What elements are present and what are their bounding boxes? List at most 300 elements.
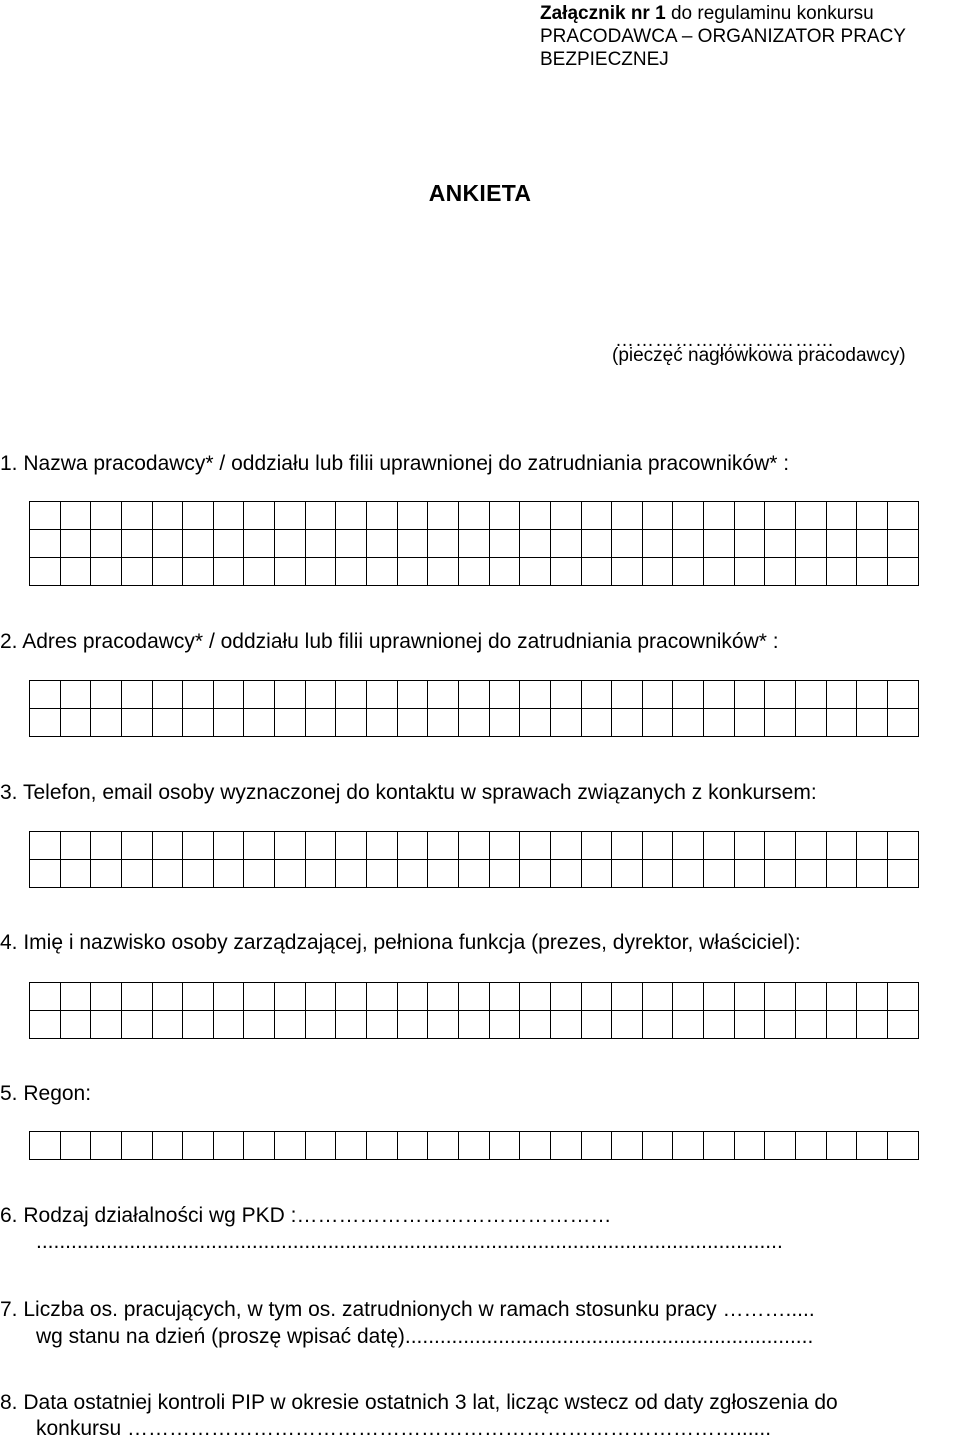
grid-cell[interactable] <box>519 1010 551 1039</box>
grid-cell[interactable] <box>611 708 643 737</box>
grid-cell[interactable] <box>581 557 613 586</box>
grid-cell[interactable] <box>642 557 674 586</box>
question-5-grid[interactable] <box>29 1131 918 1159</box>
grid-cell[interactable] <box>642 708 674 737</box>
grid-cell[interactable] <box>672 859 704 888</box>
grid-cell[interactable] <box>642 831 674 860</box>
grid-cell[interactable] <box>305 1010 337 1039</box>
grid-cell[interactable] <box>60 557 92 586</box>
grid-cell[interactable] <box>764 1131 796 1160</box>
grid-cell[interactable] <box>335 501 367 530</box>
grid-cell[interactable] <box>826 501 858 530</box>
grid-cell[interactable] <box>366 557 398 586</box>
grid-cell[interactable] <box>29 859 61 888</box>
grid-cell[interactable] <box>642 529 674 558</box>
grid-cell[interactable] <box>29 557 61 586</box>
grid-cell[interactable] <box>887 708 919 737</box>
grid-cell[interactable] <box>90 708 122 737</box>
grid-cell[interactable] <box>305 831 337 860</box>
grid-cell[interactable] <box>795 859 827 888</box>
grid-cell[interactable] <box>887 529 919 558</box>
grid-cell[interactable] <box>90 1010 122 1039</box>
grid-cell[interactable] <box>672 708 704 737</box>
grid-cell[interactable] <box>90 1131 122 1160</box>
grid-cell[interactable] <box>90 859 122 888</box>
grid-cell[interactable] <box>672 680 704 709</box>
grid-cell[interactable] <box>213 680 245 709</box>
grid-cell[interactable] <box>611 557 643 586</box>
grid-cell[interactable] <box>305 708 337 737</box>
grid-cell[interactable] <box>826 680 858 709</box>
grid-cell[interactable] <box>366 859 398 888</box>
grid-cell[interactable] <box>826 1010 858 1039</box>
grid-cell[interactable] <box>611 680 643 709</box>
grid-cell[interactable] <box>795 982 827 1011</box>
question-7-answer-line[interactable]: wg stanu na dzień (proszę wpisać datę)...................................................................... <box>36 1325 814 1348</box>
grid-cell[interactable] <box>397 859 429 888</box>
grid-cell[interactable] <box>397 708 429 737</box>
grid-cell[interactable] <box>335 859 367 888</box>
grid-cell[interactable] <box>427 831 459 860</box>
grid-cell[interactable] <box>121 708 153 737</box>
grid-cell[interactable] <box>764 982 796 1011</box>
grid-cell[interactable] <box>519 859 551 888</box>
grid-cell[interactable] <box>611 529 643 558</box>
grid-cell[interactable] <box>764 831 796 860</box>
grid-cell[interactable] <box>397 982 429 1011</box>
grid-cell[interactable] <box>366 708 398 737</box>
question-4-grid[interactable] <box>29 982 918 1038</box>
grid-cell[interactable] <box>121 859 153 888</box>
grid-cell[interactable] <box>672 529 704 558</box>
grid-cell[interactable] <box>335 831 367 860</box>
grid-cell[interactable] <box>152 1010 184 1039</box>
grid-cell[interactable] <box>734 557 766 586</box>
grid-cell[interactable] <box>305 982 337 1011</box>
grid-cell[interactable] <box>519 529 551 558</box>
grid-cell[interactable] <box>519 708 551 737</box>
grid-cell[interactable] <box>489 708 521 737</box>
grid-cell[interactable] <box>121 680 153 709</box>
grid-cell[interactable] <box>550 982 582 1011</box>
grid-cell[interactable] <box>152 680 184 709</box>
grid-cell[interactable] <box>335 557 367 586</box>
grid-cell[interactable] <box>764 1010 796 1039</box>
grid-cell[interactable] <box>458 680 490 709</box>
grid-cell[interactable] <box>213 859 245 888</box>
grid-cell[interactable] <box>243 708 275 737</box>
grid-cell[interactable] <box>243 557 275 586</box>
grid-cell[interactable] <box>795 529 827 558</box>
grid-cell[interactable] <box>397 1131 429 1160</box>
grid-cell[interactable] <box>458 708 490 737</box>
grid-cell[interactable] <box>550 1131 582 1160</box>
grid-cell[interactable] <box>856 859 888 888</box>
grid-cell[interactable] <box>29 982 61 1011</box>
grid-cell[interactable] <box>274 982 306 1011</box>
grid-cell[interactable] <box>734 831 766 860</box>
grid-cell[interactable] <box>397 501 429 530</box>
grid-cell[interactable] <box>519 680 551 709</box>
grid-cell[interactable] <box>581 1131 613 1160</box>
grid-cell[interactable] <box>305 529 337 558</box>
grid-cell[interactable] <box>764 708 796 737</box>
grid-cell[interactable] <box>182 1131 214 1160</box>
grid-cell[interactable] <box>887 859 919 888</box>
grid-cell[interactable] <box>121 1131 153 1160</box>
grid-cell[interactable] <box>703 1131 735 1160</box>
grid-cell[interactable] <box>213 982 245 1011</box>
grid-cell[interactable] <box>826 859 858 888</box>
grid-cell[interactable] <box>489 1010 521 1039</box>
grid-cell[interactable] <box>519 831 551 860</box>
question-1-grid[interactable] <box>29 501 918 585</box>
grid-cell[interactable] <box>489 859 521 888</box>
grid-cell[interactable] <box>213 708 245 737</box>
grid-cell[interactable] <box>152 529 184 558</box>
grid-cell[interactable] <box>550 529 582 558</box>
grid-cell[interactable] <box>703 557 735 586</box>
grid-cell[interactable] <box>182 501 214 530</box>
grid-cell[interactable] <box>642 680 674 709</box>
grid-cell[interactable] <box>427 1131 459 1160</box>
grid-cell[interactable] <box>274 501 306 530</box>
grid-cell[interactable] <box>826 557 858 586</box>
grid-cell[interactable] <box>243 529 275 558</box>
grid-cell[interactable] <box>642 982 674 1011</box>
grid-cell[interactable] <box>672 831 704 860</box>
grid-cell[interactable] <box>826 831 858 860</box>
grid-cell[interactable] <box>182 708 214 737</box>
grid-cell[interactable] <box>581 982 613 1011</box>
grid-cell[interactable] <box>519 1131 551 1160</box>
grid-cell[interactable] <box>397 680 429 709</box>
grid-cell[interactable] <box>305 680 337 709</box>
grid-cell[interactable] <box>152 708 184 737</box>
grid-cell[interactable] <box>366 501 398 530</box>
grid-cell[interactable] <box>90 501 122 530</box>
grid-cell[interactable] <box>152 831 184 860</box>
grid-cell[interactable] <box>427 708 459 737</box>
grid-cell[interactable] <box>60 1131 92 1160</box>
grid-cell[interactable] <box>60 680 92 709</box>
grid-cell[interactable] <box>29 1010 61 1039</box>
grid-cell[interactable] <box>550 708 582 737</box>
grid-cell[interactable] <box>764 859 796 888</box>
grid-cell[interactable] <box>90 680 122 709</box>
grid-cell[interactable] <box>274 708 306 737</box>
grid-cell[interactable] <box>550 501 582 530</box>
question-8-answer-line[interactable]: konkursu ……………………………………………………………………………...... <box>36 1417 772 1440</box>
grid-cell[interactable] <box>29 501 61 530</box>
grid-cell[interactable] <box>427 859 459 888</box>
grid-cell[interactable] <box>764 680 796 709</box>
grid-cell[interactable] <box>243 831 275 860</box>
grid-cell[interactable] <box>90 831 122 860</box>
grid-cell[interactable] <box>581 501 613 530</box>
grid-cell[interactable] <box>581 680 613 709</box>
question-6-answer-line[interactable]: ................................................................................................................................ <box>36 1230 783 1253</box>
grid-cell[interactable] <box>672 982 704 1011</box>
grid-cell[interactable] <box>734 859 766 888</box>
grid-cell[interactable] <box>60 1010 92 1039</box>
grid-cell[interactable] <box>366 529 398 558</box>
grid-cell[interactable] <box>274 1131 306 1160</box>
grid-cell[interactable] <box>274 1010 306 1039</box>
grid-cell[interactable] <box>152 859 184 888</box>
grid-cell[interactable] <box>60 982 92 1011</box>
grid-cell[interactable] <box>182 1010 214 1039</box>
grid-cell[interactable] <box>795 831 827 860</box>
grid-cell[interactable] <box>856 529 888 558</box>
grid-cell[interactable] <box>489 831 521 860</box>
grid-cell[interactable] <box>581 529 613 558</box>
grid-cell[interactable] <box>121 831 153 860</box>
grid-cell[interactable] <box>826 529 858 558</box>
grid-cell[interactable] <box>887 982 919 1011</box>
grid-cell[interactable] <box>489 529 521 558</box>
grid-cell[interactable] <box>611 859 643 888</box>
grid-cell[interactable] <box>703 501 735 530</box>
grid-cell[interactable] <box>458 982 490 1011</box>
grid-cell[interactable] <box>458 501 490 530</box>
grid-cell[interactable] <box>795 708 827 737</box>
grid-cell[interactable] <box>581 708 613 737</box>
grid-cell[interactable] <box>213 831 245 860</box>
grid-cell[interactable] <box>335 982 367 1011</box>
grid-cell[interactable] <box>856 1010 888 1039</box>
grid-cell[interactable] <box>90 529 122 558</box>
grid-cell[interactable] <box>611 501 643 530</box>
grid-cell[interactable] <box>243 982 275 1011</box>
grid-cell[interactable] <box>826 982 858 1011</box>
grid-cell[interactable] <box>397 529 429 558</box>
grid-cell[interactable] <box>703 1010 735 1039</box>
grid-cell[interactable] <box>427 529 459 558</box>
grid-cell[interactable] <box>581 1010 613 1039</box>
grid-cell[interactable] <box>856 708 888 737</box>
grid-cell[interactable] <box>60 708 92 737</box>
grid-cell[interactable] <box>734 680 766 709</box>
grid-cell[interactable] <box>243 501 275 530</box>
grid-cell[interactable] <box>703 680 735 709</box>
grid-cell[interactable] <box>152 1131 184 1160</box>
grid-cell[interactable] <box>611 1131 643 1160</box>
grid-row <box>29 859 918 887</box>
grid-cell[interactable] <box>672 501 704 530</box>
grid-cell[interactable] <box>29 529 61 558</box>
grid-cell[interactable] <box>856 831 888 860</box>
grid-cell[interactable] <box>642 501 674 530</box>
grid-cell[interactable] <box>213 501 245 530</box>
grid-cell[interactable] <box>182 557 214 586</box>
grid-cell[interactable] <box>887 1131 919 1160</box>
grid-cell[interactable] <box>856 680 888 709</box>
grid-cell[interactable] <box>366 1131 398 1160</box>
grid-cell[interactable] <box>458 557 490 586</box>
grid-cell[interactable] <box>795 1131 827 1160</box>
grid-cell[interactable] <box>703 708 735 737</box>
grid-cell[interactable] <box>734 982 766 1011</box>
grid-cell[interactable] <box>703 859 735 888</box>
grid-cell[interactable] <box>427 557 459 586</box>
grid-cell[interactable] <box>795 1010 827 1039</box>
grid-cell[interactable] <box>60 859 92 888</box>
grid-cell[interactable] <box>274 529 306 558</box>
grid-cell[interactable] <box>672 557 704 586</box>
grid-cell[interactable] <box>121 1010 153 1039</box>
grid-cell[interactable] <box>60 831 92 860</box>
grid-cell[interactable] <box>397 1010 429 1039</box>
grid-cell[interactable] <box>366 831 398 860</box>
grid-cell[interactable] <box>764 557 796 586</box>
grid-cell[interactable] <box>887 1010 919 1039</box>
grid-cell[interactable] <box>581 859 613 888</box>
grid-cell[interactable] <box>29 680 61 709</box>
grid-cell[interactable] <box>489 557 521 586</box>
grid-cell[interactable] <box>121 557 153 586</box>
grid-cell[interactable] <box>29 831 61 860</box>
grid-cell[interactable] <box>703 831 735 860</box>
question-2-label: 2. Adres pracodawcy* / oddziału lub filii uprawnionej do zatrudniania pracowników* : <box>0 630 779 653</box>
grid-cell[interactable] <box>60 529 92 558</box>
grid-cell[interactable] <box>305 501 337 530</box>
grid-cell[interactable] <box>672 1131 704 1160</box>
grid-cell[interactable] <box>274 557 306 586</box>
grid-cell[interactable] <box>60 501 92 530</box>
grid-cell[interactable] <box>335 1010 367 1039</box>
grid-cell[interactable] <box>29 708 61 737</box>
grid-cell[interactable] <box>397 831 429 860</box>
grid-cell[interactable] <box>305 859 337 888</box>
grid-cell[interactable] <box>826 1131 858 1160</box>
grid-cell[interactable] <box>642 859 674 888</box>
grid-cell[interactable] <box>90 557 122 586</box>
grid-cell[interactable] <box>734 501 766 530</box>
grid-cell[interactable] <box>734 529 766 558</box>
grid-cell[interactable] <box>213 1131 245 1160</box>
grid-cell[interactable] <box>550 1010 582 1039</box>
grid-cell[interactable] <box>305 1131 337 1160</box>
grid-cell[interactable] <box>427 501 459 530</box>
grid-cell[interactable] <box>887 680 919 709</box>
grid-cell[interactable] <box>703 982 735 1011</box>
grid-cell[interactable] <box>427 1010 459 1039</box>
grid-cell[interactable] <box>274 859 306 888</box>
grid-cell[interactable] <box>243 680 275 709</box>
grid-cell[interactable] <box>335 708 367 737</box>
grid-cell[interactable] <box>856 501 888 530</box>
grid-cell[interactable] <box>856 557 888 586</box>
grid-cell[interactable] <box>489 982 521 1011</box>
grid-cell[interactable] <box>734 1131 766 1160</box>
grid-cell[interactable] <box>213 529 245 558</box>
grid-cell[interactable] <box>152 501 184 530</box>
question-3-grid[interactable] <box>29 831 918 887</box>
grid-cell[interactable] <box>611 831 643 860</box>
grid-cell[interactable] <box>274 831 306 860</box>
grid-cell[interactable] <box>182 831 214 860</box>
grid-cell[interactable] <box>672 1010 704 1039</box>
grid-cell[interactable] <box>366 1010 398 1039</box>
grid-cell[interactable] <box>335 1131 367 1160</box>
grid-cell[interactable] <box>182 982 214 1011</box>
grid-cell[interactable] <box>458 529 490 558</box>
grid-cell[interactable] <box>489 501 521 530</box>
grid-cell[interactable] <box>550 557 582 586</box>
grid-cell[interactable] <box>152 982 184 1011</box>
grid-cell[interactable] <box>611 982 643 1011</box>
grid-cell[interactable] <box>703 529 735 558</box>
grid-cell[interactable] <box>550 680 582 709</box>
grid-cell[interactable] <box>335 529 367 558</box>
grid-cell[interactable] <box>489 680 521 709</box>
grid-cell[interactable] <box>458 1131 490 1160</box>
grid-cell[interactable] <box>213 1010 245 1039</box>
grid-cell[interactable] <box>29 1131 61 1160</box>
grid-cell[interactable] <box>397 557 429 586</box>
grid-cell[interactable] <box>243 1131 275 1160</box>
grid-cell[interactable] <box>458 1010 490 1039</box>
grid-cell[interactable] <box>243 1010 275 1039</box>
grid-cell[interactable] <box>611 1010 643 1039</box>
grid-cell[interactable] <box>642 1131 674 1160</box>
grid-cell[interactable] <box>458 859 490 888</box>
grid-cell[interactable] <box>887 831 919 860</box>
grid-cell[interactable] <box>550 831 582 860</box>
grid-cell[interactable] <box>887 501 919 530</box>
grid-cell[interactable] <box>826 708 858 737</box>
grid-cell[interactable] <box>152 557 184 586</box>
grid-cell[interactable] <box>581 831 613 860</box>
grid-cell[interactable] <box>519 501 551 530</box>
grid-cell[interactable] <box>734 1010 766 1039</box>
grid-cell[interactable] <box>243 859 275 888</box>
grid-cell[interactable] <box>121 501 153 530</box>
grid-cell[interactable] <box>519 557 551 586</box>
grid-cell[interactable] <box>427 982 459 1011</box>
grid-cell[interactable] <box>856 1131 888 1160</box>
grid-cell[interactable] <box>335 680 367 709</box>
grid-cell[interactable] <box>213 557 245 586</box>
grid-cell[interactable] <box>795 501 827 530</box>
grid-cell[interactable] <box>182 859 214 888</box>
grid-cell[interactable] <box>121 529 153 558</box>
grid-cell[interactable] <box>305 557 337 586</box>
grid-cell[interactable] <box>182 529 214 558</box>
grid-cell[interactable] <box>121 982 153 1011</box>
grid-cell[interactable] <box>519 982 551 1011</box>
question-2-grid[interactable] <box>29 680 918 736</box>
grid-cell[interactable] <box>734 708 766 737</box>
grid-cell[interactable] <box>887 557 919 586</box>
grid-cell[interactable] <box>764 529 796 558</box>
grid-cell[interactable] <box>274 680 306 709</box>
grid-cell[interactable] <box>795 680 827 709</box>
grid-cell[interactable] <box>90 982 122 1011</box>
grid-cell[interactable] <box>550 859 582 888</box>
grid-cell[interactable] <box>366 680 398 709</box>
grid-cell[interactable] <box>764 501 796 530</box>
grid-cell[interactable] <box>182 680 214 709</box>
grid-cell[interactable] <box>642 1010 674 1039</box>
grid-cell[interactable] <box>458 831 490 860</box>
grid-cell[interactable] <box>366 982 398 1011</box>
grid-cell[interactable] <box>489 1131 521 1160</box>
grid-cell[interactable] <box>795 557 827 586</box>
grid-cell[interactable] <box>427 680 459 709</box>
grid-cell[interactable] <box>856 982 888 1011</box>
